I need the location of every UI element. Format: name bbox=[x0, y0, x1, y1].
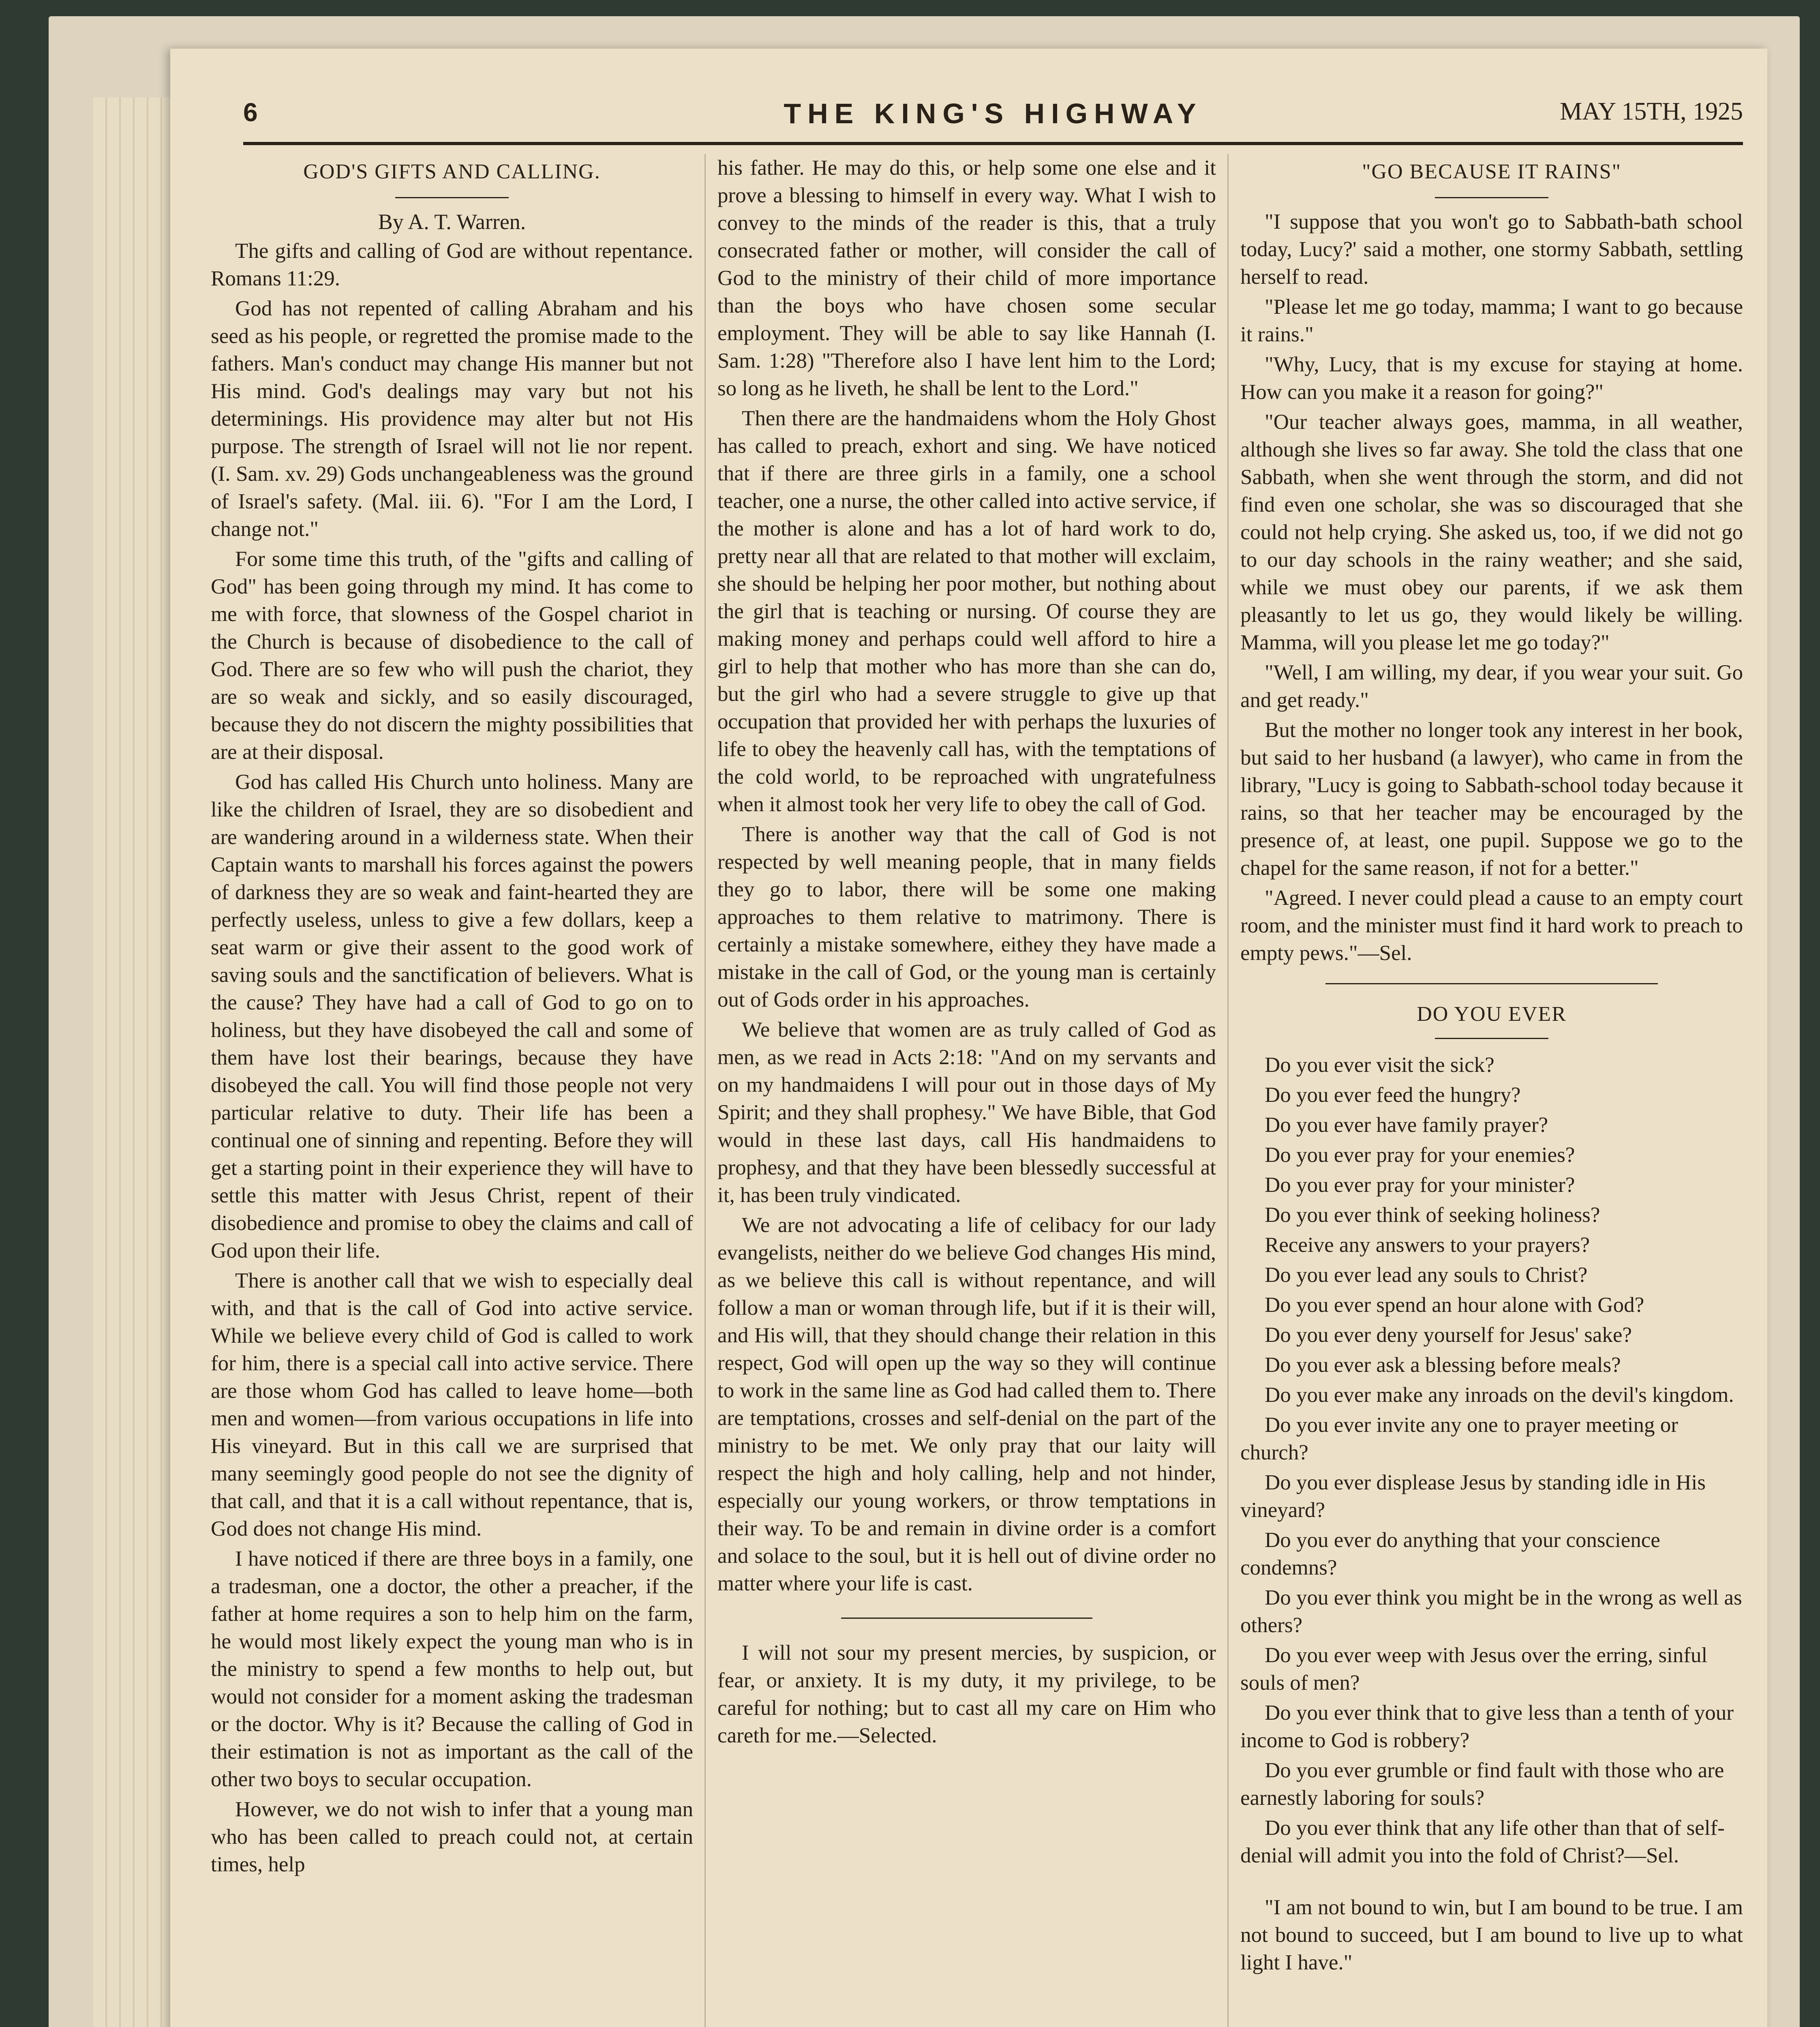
question-line: Do you ever weep with Jesus over the erring, sinful souls of men? bbox=[1240, 1643, 1708, 1695]
question-line: Do you ever pray for your minister? bbox=[1265, 1173, 1575, 1197]
paragraph: "I suppose that you won't go to Sabbath-bath school today, Lucy?' said a mother, one stormy Sabbath, settling herself to read. bbox=[1240, 210, 1743, 289]
question-line: Do you ever ask a blessing before meals? bbox=[1265, 1353, 1621, 1377]
bound-page-edges bbox=[93, 97, 170, 2027]
question-line: Do you ever deny yourself for Jesus' sake? bbox=[1265, 1323, 1632, 1347]
question-line: Do you ever invite any one to prayer meeting or church? bbox=[1240, 1413, 1678, 1464]
question-line: Do you ever think that to give less than a tenth of your income to God is robbery? bbox=[1240, 1701, 1734, 1752]
paragraph: "Please let me go today, mamma; I want to go because it rains." bbox=[1240, 295, 1743, 346]
question-line: Do you ever have family prayer? bbox=[1265, 1113, 1548, 1137]
title-rule bbox=[1435, 197, 1548, 198]
paragraph: The gifts and calling of God are without repentance. Romans 11:29. bbox=[211, 239, 693, 290]
question-line: Do you ever make any inroads on the devil's kingdom. bbox=[1265, 1383, 1734, 1407]
paragraph: We believe that women are as truly called of God as men, as we read in Acts 2:18: "And on my servants and on my handmaidens I will pour out in those days of My Spirit; and they shall prophesy." We have Bible, that God would in these last days, call His handmaidens to prophesy, and that they have been blessedly successful at it, has been truly vindicated. bbox=[717, 1018, 1216, 1207]
section-rule bbox=[1325, 983, 1658, 984]
section-rule bbox=[841, 1618, 1092, 1619]
paragraph: "Our teacher always goes, mamma, in all weather, although she lives so far away. She told the class that one Sabbath, when she went through the storm, and did not find even one scholar, she was so discouraged that she could not help crying. She asked us, too, if we did not go to our day schools in the rainy weather; and she said, while we must obey our parents, if we ask them pleasantly to let us go, they would likely be willing. Mamma, will you please let me go today?" bbox=[1240, 410, 1743, 654]
question-line: Do you ever do anything that your conscience condemns? bbox=[1240, 1528, 1660, 1579]
title-rule bbox=[1435, 1038, 1548, 1039]
paragraph: his father. He may do this, or help some one else and it prove a blessing to himself in every way. What I wish to convey to the minds of the reader is this, that a truly consecrated father or mother, will consider the call of God to the ministry of their child of more importance than the boys who have chosen some secular employment. They will be able to say like Hannah (I. Sam. 1:28) "Therefore also I have lent him to the Lord; so long as he liveth, he shall be lent to the Lord." bbox=[717, 156, 1216, 400]
question-line: Do you ever think that any life other than that of self-denial will admit you into the fold of Christ?—Sel. bbox=[1240, 1816, 1725, 1867]
article-byline: By A. T. Warren. bbox=[378, 210, 526, 234]
question-line: Do you ever spend an hour alone with God? bbox=[1265, 1293, 1644, 1317]
question-line: Do you ever feed the hungry? bbox=[1265, 1083, 1521, 1107]
column-divider bbox=[1227, 154, 1229, 2027]
paragraph: God has not repented of calling Abraham and his seed as his people, or regretted the promise made to the fathers. Man's conduct may change His manner but not His mind. God's dealings may vary but not his determinings. His providence may alter but not His purpose. The strength of Israel will not lie nor repent. (I. Sam. xv. 29) Gods unchangeableness was the ground of Israel's safety. (Mal. iii. 6). "For I am the Lord, I change not." bbox=[211, 297, 693, 541]
paragraph: "Well, I am willing, my dear, if you wear your suit. Go and get ready." bbox=[1240, 661, 1743, 712]
masthead: THE KING'S HIGHWAY bbox=[784, 98, 1203, 129]
question-line: Receive any answers to your prayers? bbox=[1265, 1233, 1590, 1257]
paragraph: There is another way that the call of God is not respected by well meaning people, that in many fields they go to labor, there will be some one making approaches to them relative to matrimony. There is certainly a mistake somewhere, eithey they have made a mistake in the call of God, or the young man is certainly out of Gods order in his approaches. bbox=[717, 823, 1216, 1011]
question-line: Do you ever think of seeking holiness? bbox=[1265, 1203, 1600, 1227]
question-line: Do you ever displease Jesus by standing idle in His vineyard? bbox=[1240, 1471, 1706, 1522]
question-line: Do you ever think you might be in the wrong as well as others? bbox=[1240, 1586, 1742, 1637]
paragraph: God has called His Church unto holiness. Many are like the children of Israel, they are so disobedient and are wandering around in a wilderness state. When their Captain wants to marshall his forces against the powers of darkness they are so weak and faint-hearted they are perfectly useless, unless to give a few dollars, keep a seat warm or give their assent to the good work of saving souls and the sanctification of believers. What is the cause? They have had a call of God to go on to holiness, but they have disobeyed the call and some of them have lost their bearings, because they have disobeyed the call. You will find those people not very particular relative to duty. Their life has been a continual one of sinning and repenting. Before they will get a starting point in their experience they will have to settle this matter with Jesus Christ, repent of their disobedience and promise to obey the claims and call of God upon their life. bbox=[211, 770, 693, 1262]
article-title: "GO BECAUSE IT RAINS" bbox=[1362, 160, 1621, 183]
page-number: 6 bbox=[243, 98, 258, 127]
column-3 bbox=[1240, 154, 1743, 2027]
issue-date: MAY 15TH, 1925 bbox=[1560, 98, 1743, 125]
paragraph: "Agreed. I never could plead a cause to an empty court room, and the minister must find it hard work to preach to empty pews."—Sel. bbox=[1240, 886, 1743, 965]
page-header bbox=[243, 93, 1743, 145]
filler-quote: "I am not bound to win, but I am bound to be true. I am not bound to succeed, but I am bound to live up to what light I have." bbox=[1240, 1896, 1743, 1974]
question-line: Do you ever grumble or find fault with those who are earnestly laboring for souls? bbox=[1240, 1759, 1724, 1810]
paragraph: We are not advocating a life of celibacy for our lady evangelists, neither do we believe God changes His mind, as we believe this call is without repentance, and will follow a man or woman through life, but if it is their will, and His will, that they should change their relation in this respect, God will open up the way so they will continue to work in the same line as God had called them to. There are temptations, crosses and self-denial on the part of the ministry to be met. We only pray that our laity will respect the high and holy calling, help and not hinder, especially our young workers, or throw temptations in their way. To be and remain in divine order is a comfort and solace to the soul, but it is hell out of divine order no matter where your life is cast. bbox=[717, 1213, 1216, 1595]
column-divider bbox=[704, 154, 706, 2027]
article-title: GOD'S GIFTS AND CALLING. bbox=[303, 160, 601, 183]
paragraph: For some time this truth, of the "gifts and calling of God" has been going through my mind. It has come to me with force, that slowness of the Gospel chariot in the Church is because of disobedience to the call of God. There are so few who will push the chariot, they are so weak and sickly, and so easily discouraged, because they do not discern the mighty possibilities that are at their disposal. bbox=[211, 547, 693, 764]
filler-quote: I will not sour my present mercies, by suspicion, or fear, or anxiety. It is my duty, it my privilege, to be careful for nothing; but to cast all my care on Him who careth for me.—Selected. bbox=[717, 1641, 1216, 1747]
question-line: Do you ever visit the sick? bbox=[1265, 1053, 1495, 1077]
title-rule bbox=[395, 197, 509, 198]
question-line: Do you ever lead any souls to Christ? bbox=[1265, 1263, 1588, 1287]
newspaper-page bbox=[170, 49, 1767, 2027]
paragraph: I have noticed if there are three boys in a family, one a tradesman, one a doctor, the other a preacher, if the father at home requires a son to help him on the farm, he would most likely expect the young man who is in the ministry to spend a few months to help out, but would not consider for a moment asking the tradesman or the doctor. Why is it? Because the calling of God in their estimation is not as important as the call of the other two boys to secular occupation. bbox=[211, 1547, 693, 1791]
paragraph: "Why, Lucy, that is my excuse for staying at home. How can you make it a reason for going?" bbox=[1240, 353, 1743, 404]
column-2 bbox=[717, 154, 1216, 2027]
paragraph: However, we do not wish to infer that a young man who has been called to preach could not, at certain times, help bbox=[211, 1798, 693, 1876]
article-title: DO YOU EVER bbox=[1417, 1003, 1567, 1026]
paragraph: Then there are the handmaidens whom the Holy Ghost has called to preach, exhort and sing. We have noticed that if there are three girls in a family, one a school teacher, one a nurse, the other called into active service, if the mother is alone and has a lot of hard work to do, pretty near all that are related to that mother will exclaim, she should be helping her poor mother, but nothing about the girl that is teaching or nursing. Of course they are making money and perhaps could well afford to hire a girl to help that mother who has more than she can do, but the girl who had a severe struggle to give up that occupation that provided her with perhaps the luxuries of life to obey the heavenly call has, with the temptations of the cold world, to be reproached with ungratefulness when it almost took her very life to obey the call of God. bbox=[717, 407, 1216, 816]
column-1 bbox=[211, 154, 693, 2027]
paragraph: There is another call that we wish to especially deal with, and that is the call of God into active service. While we believe every child of God is called to work for him, there is a special call into active service. There are those whom God has called to leave home—both men and women—from various occupations in life into His vineyard. But in this call we are surprised that many seemingly good people do not see the dignity of that call, and that it is a call without repentance, that is, God does not change His mind. bbox=[211, 1269, 693, 1541]
paragraph: But the mother no longer took any interest in her book, but said to her husband (a lawyer), who came in from the library, "Lucy is going to Sabbath-school today because it rains, so that her teacher may be encouraged by the presence of, at least, one pupil. Suppose we go to the chapel for the same reason, if not for a better." bbox=[1240, 718, 1743, 880]
question-line: Do you ever pray for your enemies? bbox=[1265, 1143, 1575, 1167]
